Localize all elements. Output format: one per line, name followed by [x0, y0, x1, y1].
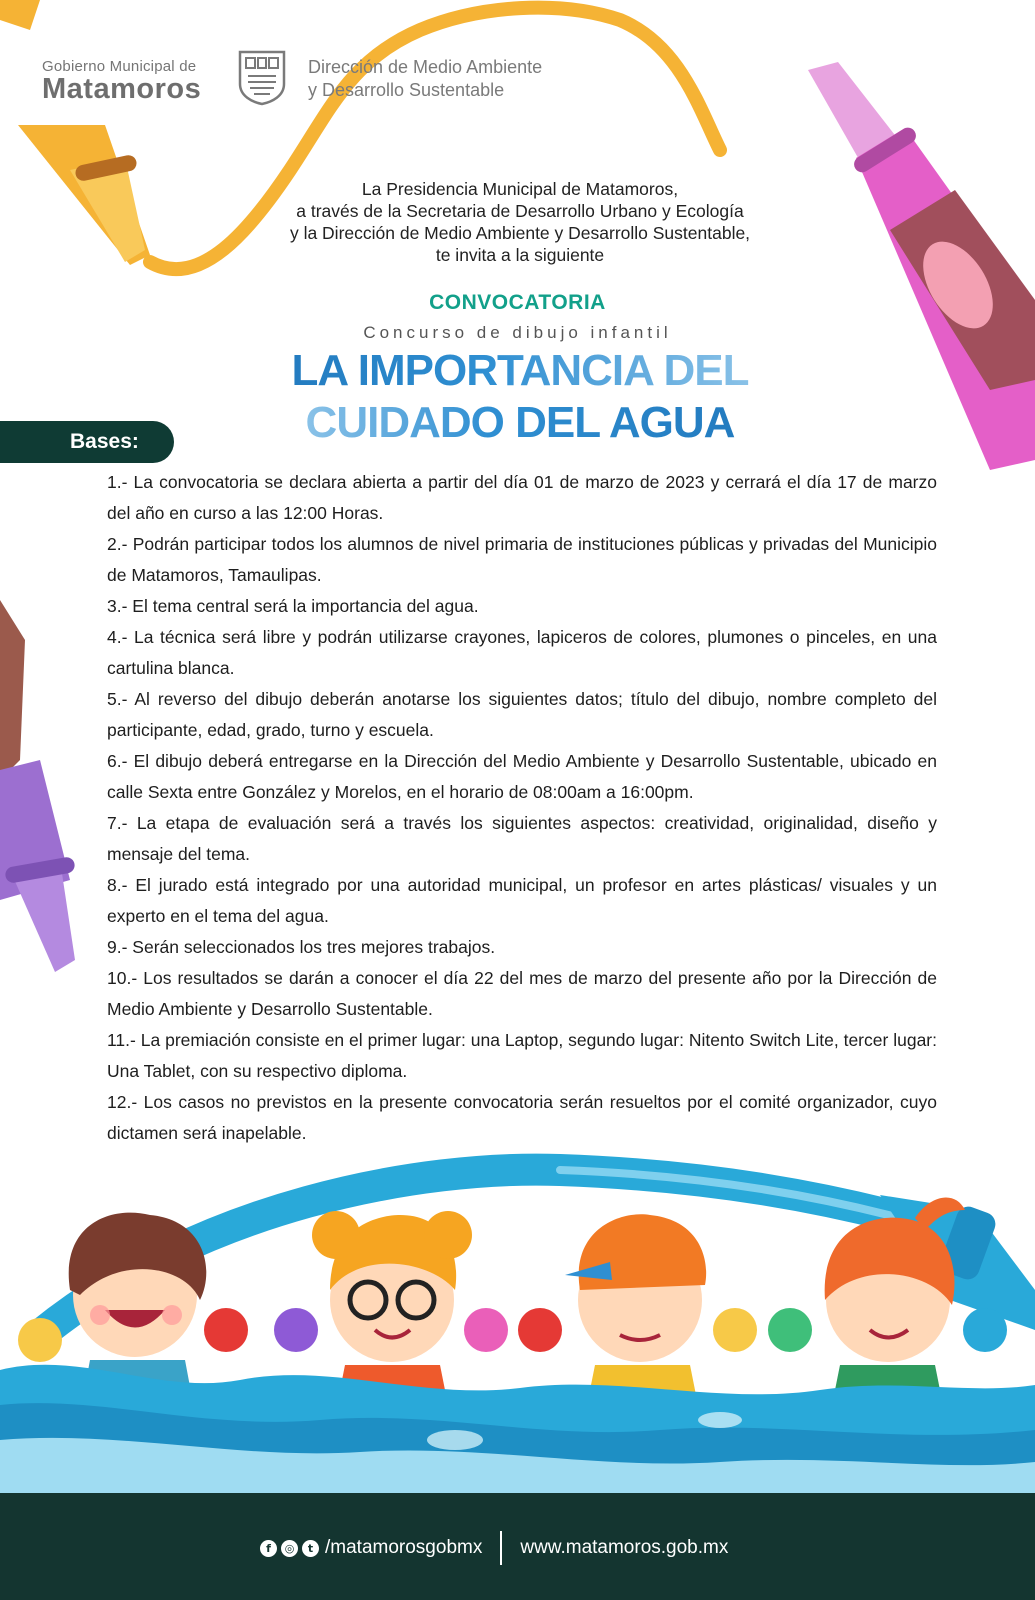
intro-line: te invita a la siguiente: [435, 245, 605, 265]
gov-line-2: Matamoros: [42, 73, 202, 105]
rule-item: 11.- La premiación consiste en el primer lugar: una Laptop, segundo lugar: Nitento Switch Lite, tercer lugar: Una Tablet, con su respectivo diploma.: [107, 1030, 937, 1081]
rule-item: 6.- El dibujo deberá entregarse en la Dirección del Medio Ambiente y Desarrollo Sustentable, ubicado en calle Sexta entre González y Morelos, en el horario de 08:00am a 16:00pm.: [107, 751, 937, 802]
footer-divider: [500, 1531, 502, 1565]
intro-line: a través de la Secretaria de Desarrollo Urbano y Ecología: [296, 201, 744, 221]
orange-marker: [18, 125, 150, 265]
website-link[interactable]: www.matamoros.gob.mx: [520, 1537, 729, 1558]
social-icons: [260, 1540, 319, 1557]
rule-item: 5.- Al reverso del dibujo deberán anotarse los siguientes datos; título del dibujo, nombre completo del participante, edad, grado, turno y escuela.: [107, 689, 937, 740]
purple-crayon: [0, 600, 76, 972]
intro-line: La Presidencia Municipal de Matamoros,: [361, 179, 679, 199]
footer-contact: [260, 1533, 728, 1563]
pink-crayon: [808, 62, 1035, 470]
dir-line-2: y Desarrollo Sustentable: [308, 80, 505, 100]
facebook-icon[interactable]: f: [260, 1540, 277, 1557]
gov-line-1: Gobierno Municipal de: [42, 58, 197, 75]
orange-corner-shape: [0, 0, 40, 30]
direction-name: [308, 56, 542, 102]
convocatoria-heading: CONVOCATORIA: [429, 291, 606, 314]
bases-label: Bases:: [0, 421, 174, 463]
government-logo-text: [42, 58, 201, 106]
rules-list: [107, 467, 937, 1149]
municipal-seal-icon: [236, 48, 288, 106]
footer-bar: [0, 1493, 1035, 1600]
rule-item: 3.- El tema central será la importancia del agua.: [107, 596, 479, 616]
title-line-1: LA IMPORTANCIA DEL: [200, 346, 840, 396]
title-line-2: CUIDADO DEL AGUA: [200, 398, 840, 448]
intro-line: y la Dirección de Medio Ambiente y Desarrollo Sustentable,: [289, 223, 751, 243]
rule-item: 10.- Los resultados se darán a conocer el día 22 del mes de marzo del presente año por la Dirección de Medio Ambiente y Desarrollo Sustentable.: [107, 968, 937, 1019]
social-handle[interactable]: /matamorosgobmx: [325, 1537, 483, 1558]
contest-subtitle: Concurso de dibujo infantil: [363, 323, 672, 342]
rule-item: 9.- Serán seleccionados los tres mejores trabajos.: [107, 937, 496, 957]
rule-item: 7.- La etapa de evaluación será a través los siguientes aspectos: creatividad, originalidad, diseño y mensaje del tema.: [107, 813, 937, 864]
rule-item: 12.- Los casos no previstos en la presente convocatoria serán resueltos por el comité organizador, cuyo dictamen será inapelable.: [107, 1092, 937, 1143]
dir-line-1: Dirección de Medio Ambiente: [308, 57, 543, 77]
intro-paragraph: [240, 178, 800, 266]
rule-item: 8.- El jurado está integrado por una autoridad municipal, un profesor en artes plásticas/ visuales y un experto en el tema del agua.: [107, 875, 937, 926]
instagram-icon[interactable]: ◎: [281, 1540, 298, 1557]
twitter-icon[interactable]: t: [302, 1540, 319, 1557]
rule-item: 4.- La técnica será libre y podrán utilizarse crayones, lapiceros de colores, plumones o pinceles, en una cartulina blanca.: [107, 627, 937, 678]
rule-item: 1.- La convocatoria se declara abierta a partir del día 01 de marzo de 2023 y cerrará el día 17 de marzo del año en curso a las 12:00 Horas.: [107, 472, 937, 523]
rule-item: 2.- Podrán participar todos los alumnos de nivel primaria de instituciones públicas y privadas del Municipio de Matamoros, Tamaulipas.: [107, 534, 937, 585]
